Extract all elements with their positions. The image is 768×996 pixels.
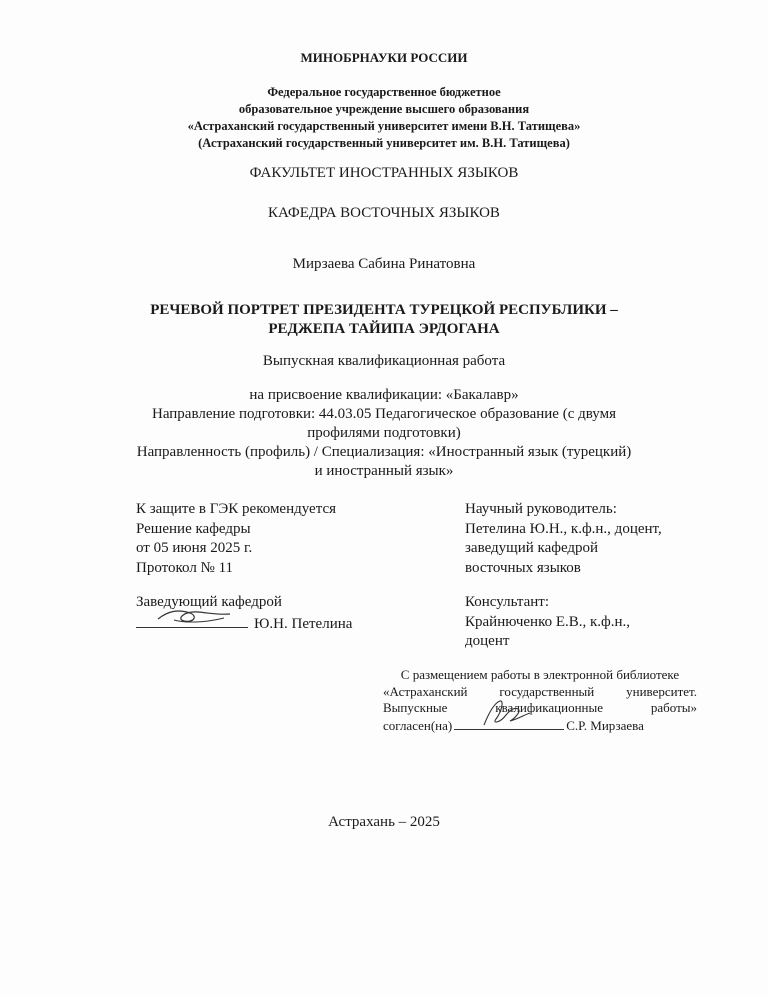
supervisor-line: Петелина Ю.Н., к.ф.н., доцент, bbox=[465, 520, 662, 537]
head-label: Заведующий кафедрой bbox=[136, 594, 282, 610]
qualification-line: и иностранный язык» bbox=[314, 463, 454, 479]
consultant-line: доцент bbox=[465, 633, 510, 649]
handwritten-signature-icon bbox=[474, 697, 534, 731]
signature-line bbox=[136, 613, 248, 628]
publication-line: Выпускные квалификационные работы» bbox=[383, 700, 697, 715]
university-line: Федеральное государственное бюджетное bbox=[267, 85, 501, 99]
defense-line: Протокол № 11 bbox=[136, 559, 234, 576]
consultant-block bbox=[465, 593, 630, 652]
consultant-line: Консультант: bbox=[465, 594, 549, 610]
defense-line: К защите в ГЭК рекомендуется bbox=[136, 501, 337, 517]
city-year: Астрахань – 2025 bbox=[328, 814, 440, 830]
qualification-line: профилями подготовки) bbox=[307, 425, 461, 441]
handwritten-signature-icon bbox=[154, 605, 234, 627]
consent-signature-line bbox=[454, 717, 564, 730]
work-type: Выпускная квалификационная работа bbox=[262, 353, 506, 369]
supervisor-line: заведущий кафедрой bbox=[465, 540, 599, 556]
department-heading: КАФЕДРА ВОСТОЧНЫХ ЯЗЫКОВ bbox=[268, 205, 500, 221]
supervisor-block bbox=[465, 500, 662, 578]
qualification-line: Направленность (профиль) / Специализация: «Иностранный язык (турецкий) bbox=[136, 444, 632, 460]
publication-line: «Астраханский государственный университет. bbox=[383, 683, 697, 699]
faculty-heading: ФАКУЛЬТЕТ ИНОСТРАННЫХ ЯЗЫКОВ bbox=[249, 165, 519, 181]
author-name: Мирзаева Сабина Ринатовна bbox=[292, 256, 476, 272]
title-line: РЕДЖЕПА ТАЙИПА ЭРДОГАНА bbox=[268, 321, 500, 337]
head-name: Ю.Н. Петелина bbox=[254, 615, 353, 632]
title-line: РЕЧЕВОЙ ПОРТРЕТ ПРЕЗИДЕНТА ТУРЕЦКОЙ РЕСПУБЛИКИ – bbox=[150, 302, 618, 318]
thesis-title bbox=[0, 301, 768, 339]
publication-line: С размещением работы в электронной библиотеке bbox=[400, 667, 680, 682]
defense-recommendation bbox=[136, 500, 336, 578]
university-line: «Астраханский государственный университет имени В.Н. Татищева» bbox=[187, 119, 581, 133]
supervisor-line: Научный руководитель: bbox=[465, 501, 617, 517]
consultant-line: Крайнюченко Е.В., к.ф.н., bbox=[465, 613, 631, 630]
publication-consent bbox=[383, 667, 697, 734]
qualification-line: на присвоение квалификации: «Бакалавр» bbox=[249, 387, 519, 403]
defense-line: Решение кафедры bbox=[136, 520, 251, 537]
consent-name: С.Р. Мирзаева bbox=[566, 717, 644, 733]
supervisor-line: восточных языков bbox=[465, 559, 581, 576]
qualification-line: Направление подготовки: 44.03.05 Педагогическое образование (с двумя bbox=[151, 406, 617, 422]
university-block bbox=[0, 84, 768, 152]
university-line: (Астраханский государственный университет им. В.Н. Татищева) bbox=[198, 136, 570, 150]
head-signature-block bbox=[136, 593, 376, 634]
consent-label: согласен(на) bbox=[383, 717, 453, 733]
defense-line: от 05 июня 2025 г. bbox=[136, 540, 253, 556]
university-line: образовательное учреждение высшего образования bbox=[238, 102, 530, 116]
qualification-block bbox=[0, 386, 768, 481]
ministry-heading: МИНОБРНАУКИ РОССИИ bbox=[300, 50, 468, 65]
